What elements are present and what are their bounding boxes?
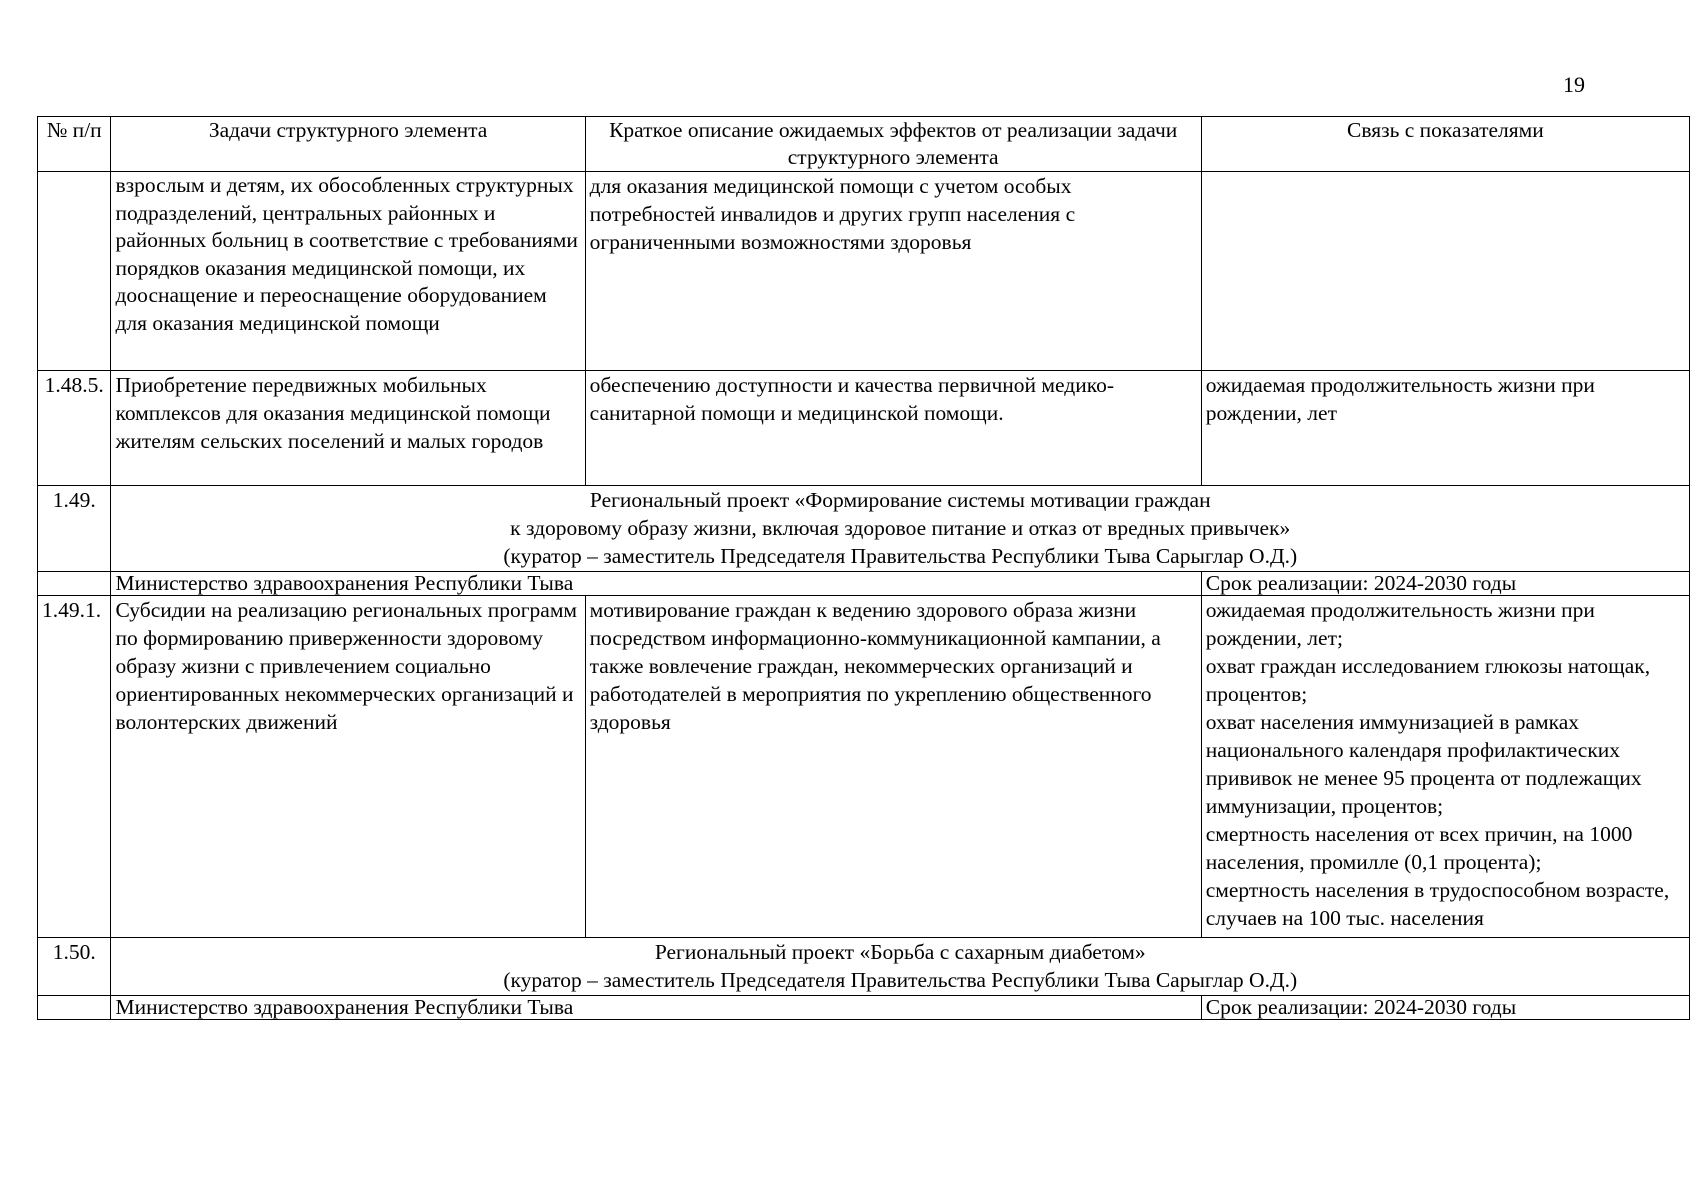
table-row	[38, 371, 1690, 486]
row-desc: мотивирование граждан к ведению здорового образа жизни посредством информационно-коммуникационной кампании, а также вовлечение граждан, некоммерческих организаций и работодателей в мероприятия по укреплению общественного здоровья	[585, 596, 1201, 938]
row-link: ожидаемая продолжительность жизни при рождении, лет	[1201, 371, 1689, 486]
row-num: 1.50.	[38, 938, 111, 996]
header-task: Задачи структурного элемента	[111, 117, 585, 172]
row-task: Приобретение передвижных мобильных комплексов для оказания медицинской помощи жителям сельских поселений и малых городов	[111, 371, 585, 486]
table-row	[38, 596, 1690, 938]
row-num: 1.49.	[38, 486, 111, 572]
row-num	[38, 172, 111, 371]
indicator-item: смертность населения в трудоспособном возрасте, случаев на 100 тыс. населения	[1205, 878, 1670, 930]
indicator-item: охват граждан исследованием глюкозы натощак, процентов;	[1205, 654, 1651, 706]
project-title-line: к здоровому образу жизни, включая здоровое питание и отказ от вредных привычек»	[510, 516, 1291, 540]
ministry-name: Министерство здравоохранения Республики Тыва	[111, 996, 1201, 1020]
ministry-row	[38, 996, 1690, 1020]
structural-elements-table	[37, 116, 1690, 1020]
indicator-item: смертность населения от всех причин, на 1000 населения, промилле (0,1 процента);	[1205, 822, 1633, 874]
implementation-term: Срок реализации: 2024-2030 годы	[1201, 996, 1689, 1020]
row-desc: обеспечению доступности и качества первичной медико-санитарной помощи и медицинской помощи.	[585, 371, 1201, 486]
row-desc: для оказания медицинской помощи с учетом особых потребностей инвалидов и других групп населения с ограниченными возможностями здоровья	[585, 172, 1201, 371]
header-link: Связь с показателями	[1201, 117, 1689, 172]
row-link	[1201, 172, 1689, 371]
project-curator: (куратор – заместитель Председателя Правительства Республики Тыва Сарыглар О.Д.)	[503, 544, 1298, 568]
header-desc: Краткое описание ожидаемых эффектов от реализации задачи структурного элемента	[585, 117, 1201, 172]
row-link	[1201, 596, 1689, 938]
indicator-item: охват населения иммунизацией в рамках национального календаря профилактических прививок не менее 95 процента от подлежащих иммунизации, процентов;	[1205, 710, 1642, 818]
page-number: 19	[1563, 72, 1585, 97]
row-num-empty	[38, 996, 111, 1020]
row-num: 1.49.1.	[38, 596, 111, 938]
project-row	[38, 938, 1690, 996]
project-curator: (куратор – заместитель Председателя Правительства Республики Тыва Сарыглар О.Д.)	[503, 968, 1298, 992]
project-title-line: Региональный проект «Борьба с сахарным диабетом»	[654, 940, 1146, 964]
indicator-item: ожидаемая продолжительность жизни при рождении, лет;	[1205, 598, 1595, 650]
row-num: 1.48.5.	[38, 371, 111, 486]
table-row	[38, 172, 1690, 371]
row-task: Субсидии на реализацию региональных программ по формированию приверженности здоровому образу жизни с привлечением социально ориентированных некоммерческих организаций и волонтерских движений	[111, 596, 585, 938]
header-num: № п/п	[38, 117, 111, 172]
project-title	[111, 938, 1690, 996]
row-num-empty	[38, 572, 111, 596]
project-title-line: Региональный проект «Формирование системы мотивации граждан	[589, 488, 1211, 512]
table-header-row	[38, 117, 1690, 172]
ministry-name: Министерство здравоохранения Республики Тыва	[111, 572, 1201, 596]
ministry-row	[38, 572, 1690, 596]
row-task: взрослым и детям, их обособленных структурных подразделений, центральных районных и районных больниц в соответствие с требованиями порядков оказания медицинской помощи, их дооснащение и переоснащение оборудованием для оказания медицинской помощи	[111, 172, 585, 371]
implementation-term: Срок реализации: 2024-2030 годы	[1201, 572, 1689, 596]
project-row	[38, 486, 1690, 572]
project-title	[111, 486, 1690, 572]
